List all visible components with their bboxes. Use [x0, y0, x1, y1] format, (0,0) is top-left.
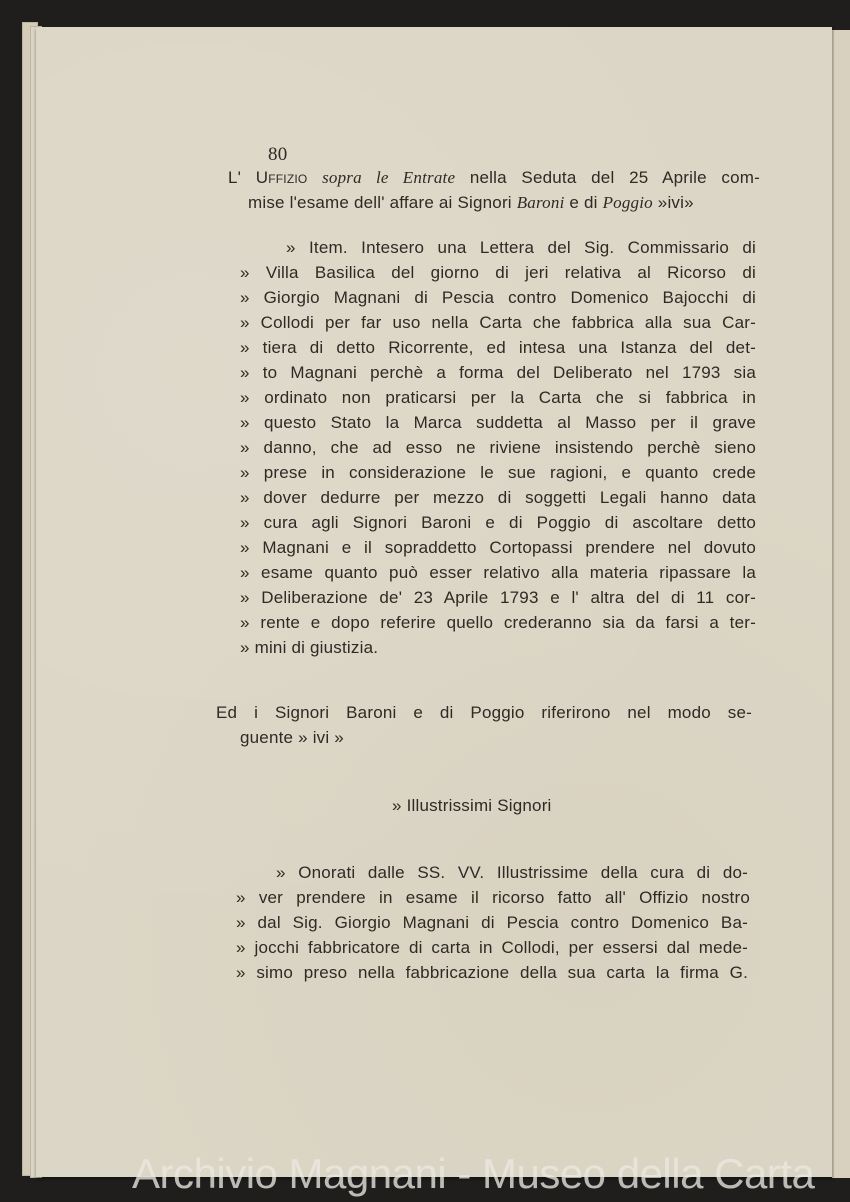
paragraph-line: » cura agli Signori Baroni e di Poggio di ascoltare detto — [240, 513, 756, 532]
paragraph-line: » simo preso nella fabbricazione della sua carta la firma G. — [236, 963, 748, 982]
paragraph-line: » rente e dopo referire quello crederanno sia da farsi a ter- — [240, 613, 756, 632]
intro-line-2 — [248, 193, 760, 213]
paragraph-line: » Villa Basilica del giorno di jeri relativa al Ricorso di — [240, 263, 756, 282]
paragraph-line: » danno, che ad esso ne riviene insistendo perchè sieno — [240, 438, 756, 457]
paragraph-line: » to Magnani perchè a forma del Deliberato nel 1793 sia — [240, 363, 756, 382]
paragraph-line: » ver prendere in esame il ricorso fatto all' Offizio nostro — [236, 888, 750, 907]
paragraph-line: » tiera di detto Ricorrente, ed intesa una Istanza del det- — [240, 338, 756, 357]
report-intro-line: Ed i Signori Baroni e di Poggio riferirono nel modo se- — [216, 703, 752, 722]
intro-line-1-prefix: L' Uffizio — [228, 168, 323, 187]
intro-line-2-italic-2: Poggio — [602, 193, 653, 212]
paragraph-line: » Item. Intesero una Lettera del Sig. Commissario di — [286, 238, 756, 257]
paragraph-line: » Giorgio Magnani di Pescia contro Domenico Bajocchi di — [240, 288, 756, 307]
paragraph-line: » prese in considerazione le sue ragioni, e quanto crede — [240, 463, 756, 482]
intro-line-2-mid: e di — [564, 193, 603, 212]
intro-line-2-suffix: »ivi» — [652, 193, 694, 212]
salutation: » Illustrissimi Signori — [392, 796, 552, 815]
paragraph-line: » jocchi fabbricatore di carta in Collodi, per essersi dal mede- — [236, 938, 748, 957]
intro-line-1-rest: nella Seduta del 25 Aprile com- — [455, 168, 760, 187]
archive-watermark: Archivio Magnani - Museo della Carta — [132, 1150, 815, 1197]
paragraph-line: » dal Sig. Giorgio Magnani di Pescia contro Domenico Ba- — [236, 913, 748, 932]
report-intro-line: guente » ivi » — [240, 728, 344, 747]
paragraph-line: » mini di giustizia. — [240, 638, 379, 657]
paragraph-line: » Magnani e il sopraddetto Cortopassi prendere nel dovuto — [240, 538, 756, 557]
facing-page-edge — [832, 30, 850, 1178]
intro-line-1-italic: sopra le Entrate — [322, 168, 456, 187]
paragraph-line: » ordinato non praticarsi per la Carta che si fabbrica in — [240, 388, 756, 407]
paragraph-line: » dover dedurre per mezzo di soggetti Legali hanno data — [240, 488, 756, 507]
paragraph-line: » Collodi per far uso nella Carta che fabbrica alla sua Car- — [240, 313, 756, 332]
intro-line-2-italic-1: Baroni — [516, 193, 565, 212]
page-number: 80 — [268, 144, 288, 165]
intro-line-2-prefix: mise l'esame dell' affare ai Signori — [248, 193, 517, 212]
intro-line-1 — [228, 168, 760, 188]
paragraph-line: » Deliberazione de' 23 Aprile 1793 e l' altra del di 11 cor- — [240, 588, 756, 607]
paragraph-line: » esame quanto può esser relativo alla materia ripassare la — [240, 563, 756, 582]
paragraph-line: » questo Stato la Marca suddetta al Masso per il grave — [240, 413, 756, 432]
paragraph-line: » Onorati dalle SS. VV. Illustrissime della cura di do- — [276, 863, 748, 882]
